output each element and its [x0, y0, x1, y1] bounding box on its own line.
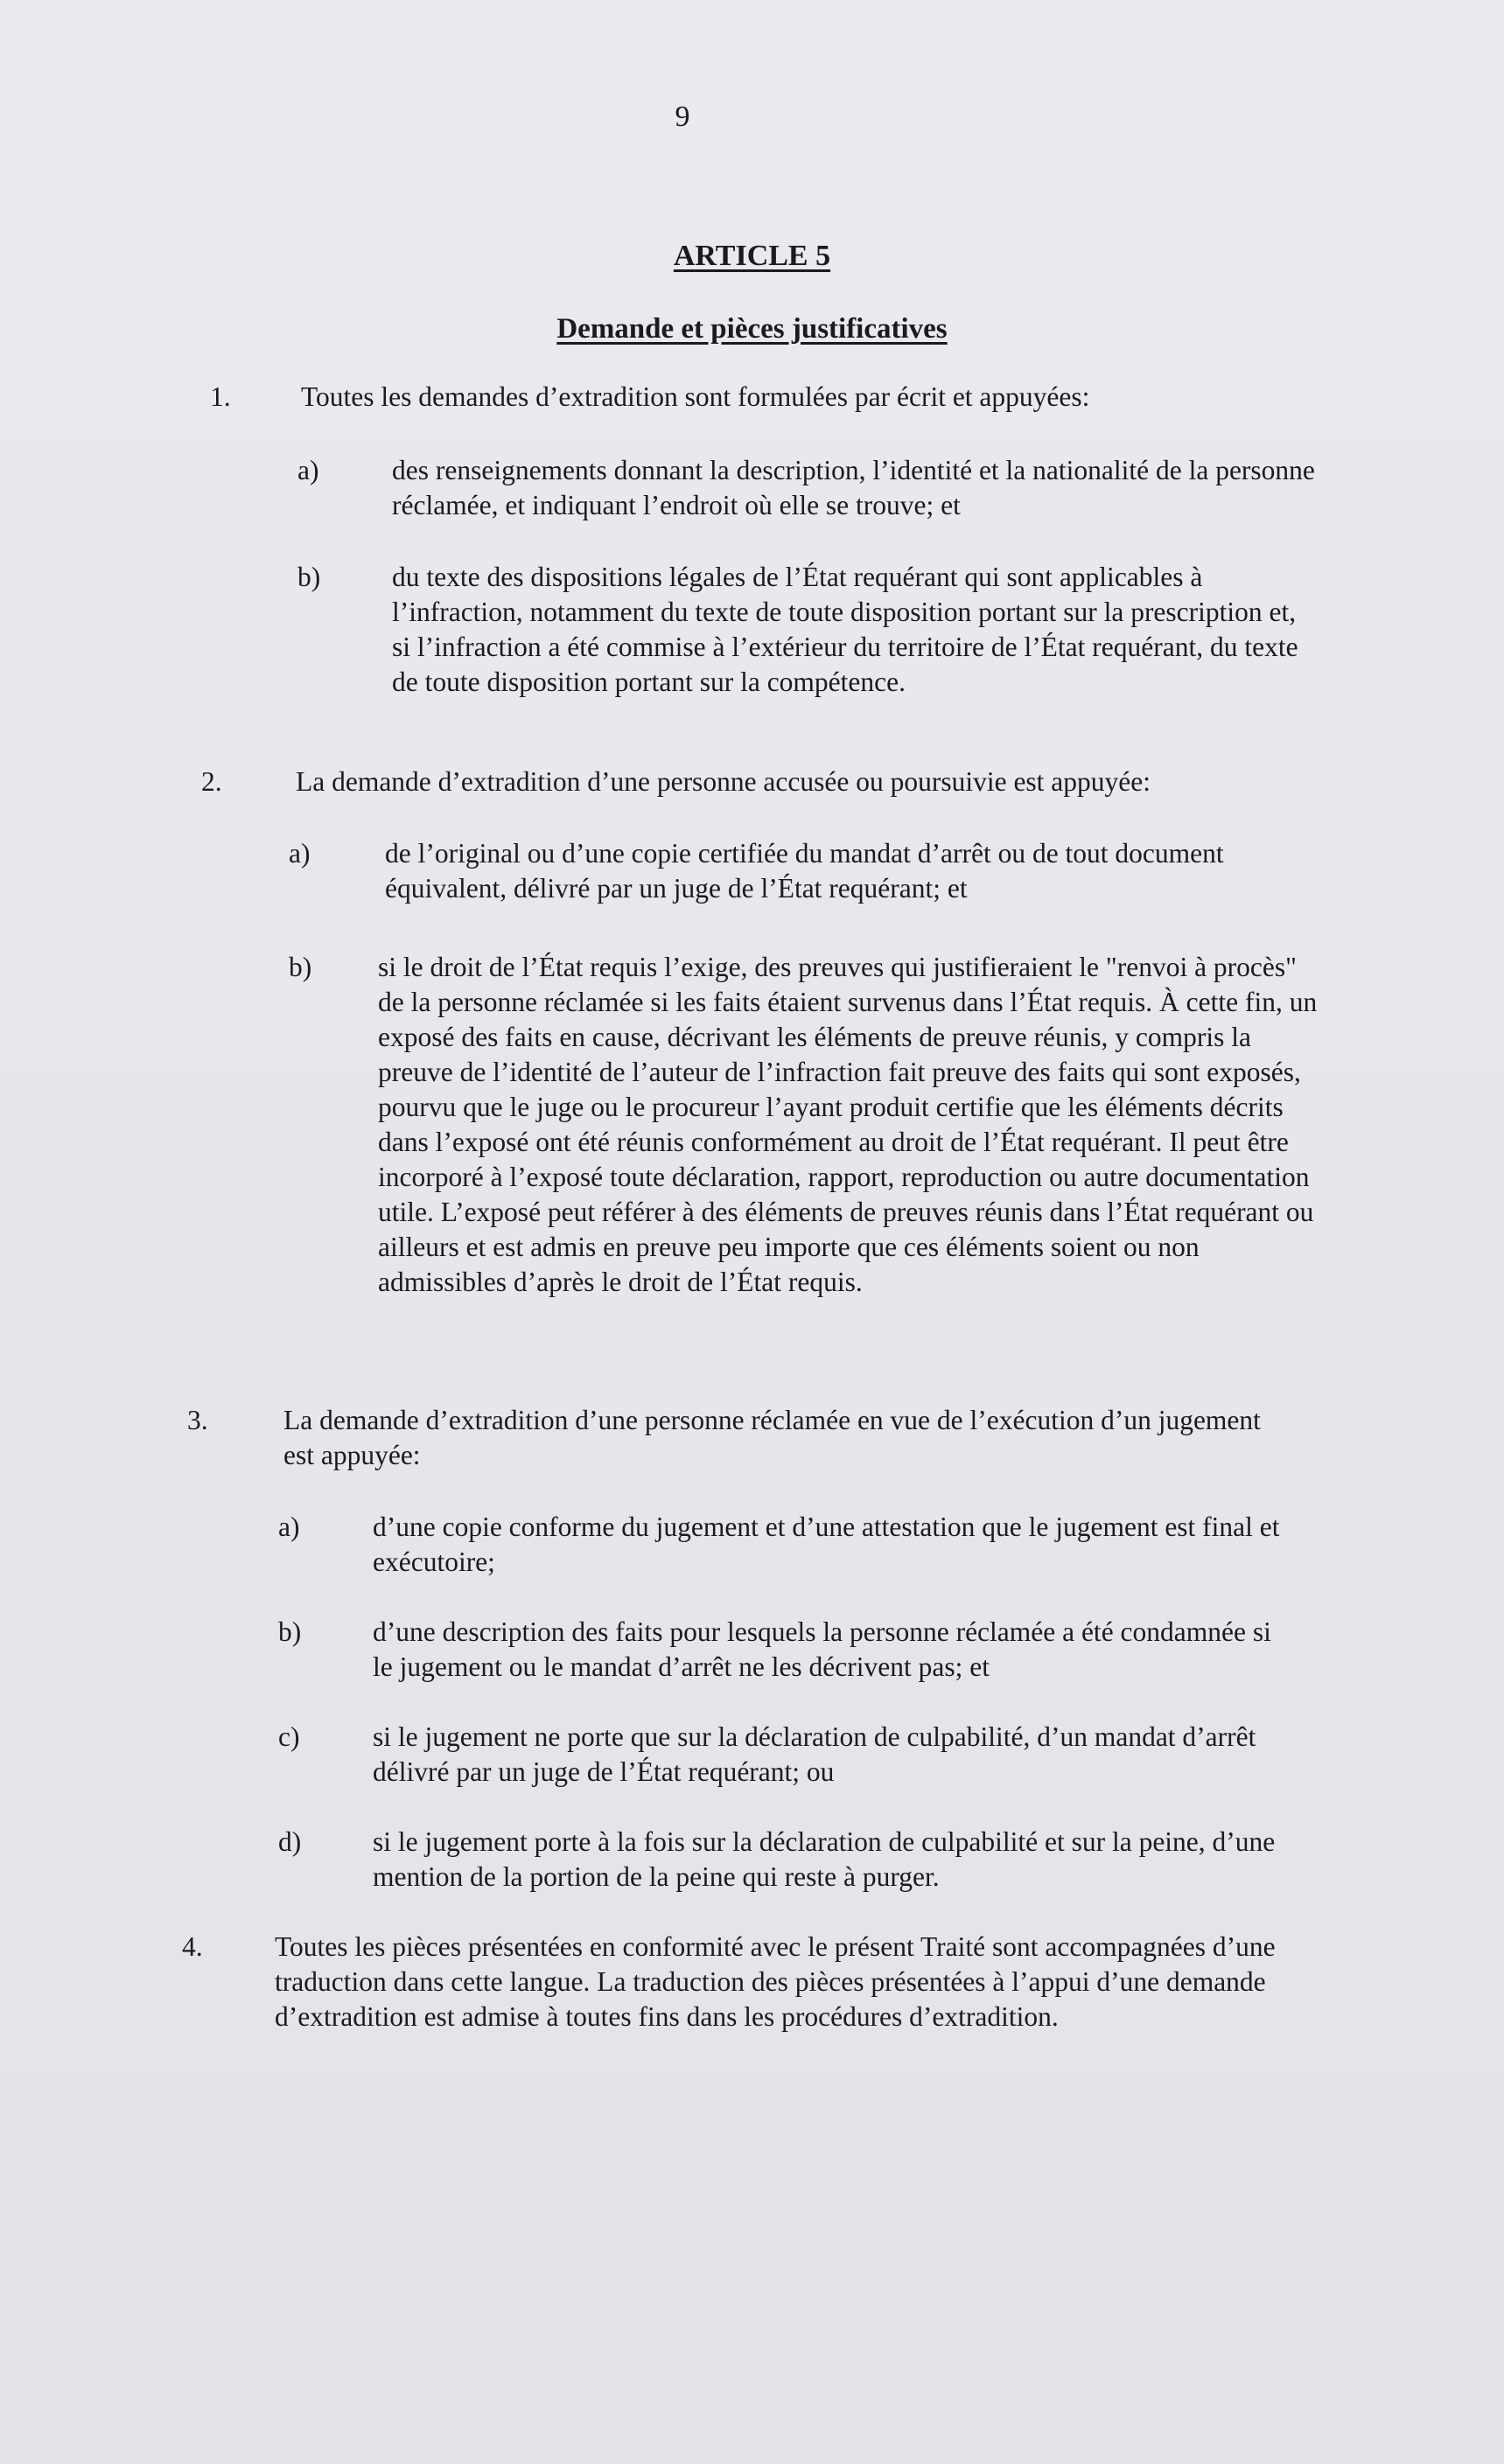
- paragraph-text: La demande d’extradition d’une personne accusée ou poursuivie est appuyée:: [296, 766, 1151, 797]
- page-number: 9: [675, 101, 690, 133]
- item-text: si le jugement porte à la fois sur la déclaration de culpabilité et sur la peine, d’une mention de la portion de la peine qui reste à purger.: [373, 1826, 1276, 1892]
- item-label: a): [297, 455, 319, 485]
- paragraph-number: 1.: [210, 381, 231, 412]
- paragraph-number: 2.: [201, 766, 222, 797]
- item-text: de l’original ou d’une copie certifiée du mandat d’arrêt ou de tout document équivalent, délivré par un juge de l’État requérant; et: [385, 838, 1224, 904]
- item-text: du texte des dispositions légales de l’État requérant qui sont applicables à l’infraction, notamment du texte de toute disposition portant sur la prescription et, si l’infraction a été commise à l’extérieur du territoire de l’État requérant, du texte de toute disposition portant sur la compétence.: [392, 562, 1298, 697]
- item-label: b): [289, 952, 312, 982]
- paragraph-text: La demande d’extradition d’une personne réclamée en vue de l’exécution d’un jugement est appuyée:: [283, 1405, 1261, 1470]
- paragraph-text: Toutes les demandes d’extradition sont formulées par écrit et appuyées:: [301, 381, 1090, 412]
- item-text: d’une description des faits pour lesquels la personne réclamée a été condamnée si le jugement ou le mandat d’arrêt ne les décrivent pas; et: [373, 1616, 1271, 1682]
- paragraph-text: Toutes les pièces présentées en conformité avec le présent Traité sont accompagnées d’une traduction dans cette langue. La traduction des pièces présentées à l’appui d’une demande d’extradition est admise à toutes fins dans les procédures d’extradition.: [275, 1931, 1276, 2032]
- section-title: Demande et pièces justificatives: [556, 313, 948, 345]
- item-label: b): [297, 562, 321, 592]
- article-title: ARTICLE 5: [673, 240, 831, 272]
- paragraph-number: 4.: [182, 1931, 203, 1962]
- item-label: a): [278, 1511, 300, 1542]
- item-label: d): [278, 1826, 302, 1857]
- item-text: des renseignements donnant la description, l’identité et la nationalité de la personne réclamée, et indiquant l’endroit où elle se trouve; et: [392, 455, 1315, 520]
- item-text: si le jugement ne porte que sur la déclaration de culpabilité, d’un mandat d’arrêt délivré par un juge de l’État requérant; ou: [373, 1721, 1256, 1787]
- item-text: d’une copie conforme du jugement et d’une attestation que le jugement est final et exécutoire;: [373, 1511, 1280, 1577]
- paragraph-number: 3.: [187, 1405, 208, 1435]
- item-label: a): [289, 838, 311, 869]
- item-label: c): [278, 1721, 300, 1752]
- item-text: si le droit de l’État requis l’exige, des preuves qui justifieraient le "renvoi à procès" de la personne réclamée si les faits étaient survenus dans l’État requis. À cette fin, un exposé des faits en cause, décrivant les éléments de preuve réunis, y compris la preuve de l’identité de l’auteur de l’infraction fait preuve des faits qui sont exposés, pourvu que le juge ou le procureur l’ayant produit certifie que les éléments décrits dans l’exposé ont été réunis conformément au droit de l’État requérant. Il peut être incorporé à l’exposé toute déclaration, rapport, reproduction ou autre documentation utile. L’exposé peut référer à des éléments de preuves réunis dans l’État requérant ou ailleurs et est admis en preuve peu importe que ces éléments soient ou non admissibles d’après le droit de l’État requis.: [378, 952, 1318, 1297]
- item-label: b): [278, 1616, 302, 1647]
